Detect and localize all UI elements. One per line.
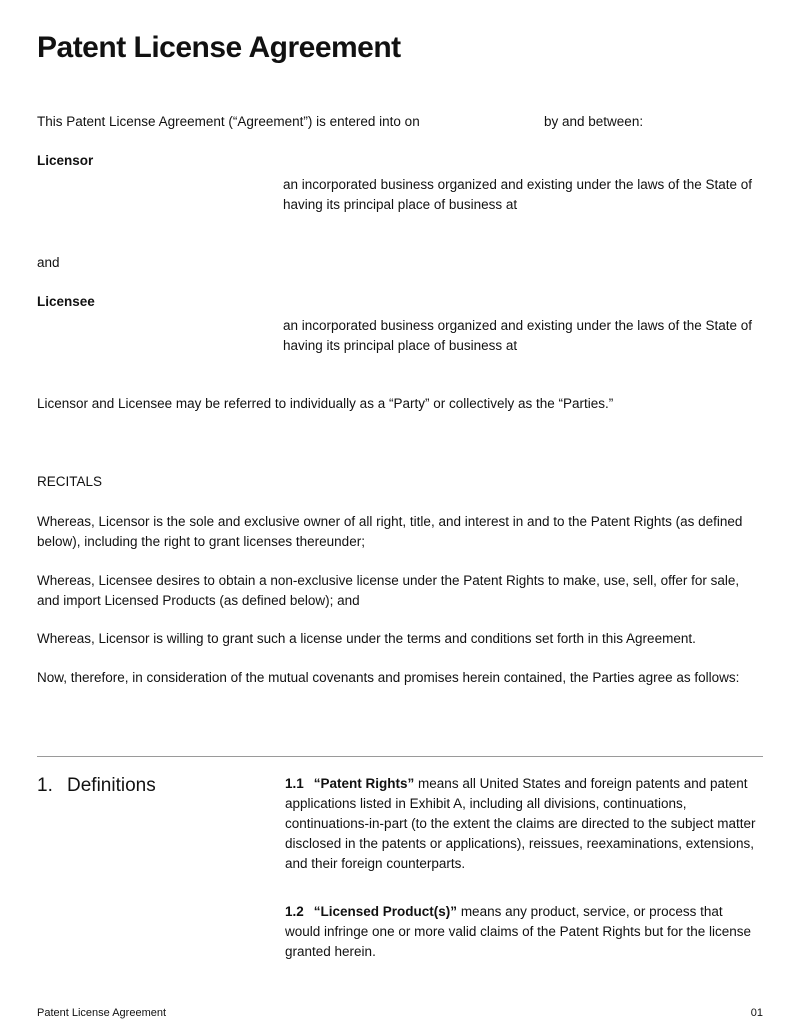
parties-statement: Licensor and Licensee may be referred to individually as a “Party” or collectively as the “Parties.” <box>37 396 614 411</box>
definition-item <box>285 774 760 874</box>
licensor-description-line2: having its principal place of business at <box>283 197 518 212</box>
licensee-description-line1: an incorporated business organized and existing under the laws of the State of <box>283 318 753 333</box>
footer-document-name: Patent License Agreement <box>37 1007 167 1019</box>
licensee-description-line2: having its principal place of business at <box>283 338 518 353</box>
section-number: 1. <box>37 775 53 796</box>
conjunction-and: and <box>37 255 60 270</box>
licensee-label: Licensee <box>37 294 95 309</box>
recital-item: Now, therefore, in consideration of the mutual covenants and promises herein contained, the Parties agree as follows: <box>37 670 740 685</box>
definition-item <box>285 902 760 962</box>
licensee-description <box>283 316 763 356</box>
page-title: Patent License Agreement <box>37 31 401 64</box>
licensor-label: Licensor <box>37 153 94 168</box>
definition-text: means all United States and foreign patents and patent applications listed in Exhibit A, including all divisions, continuations, continuations-in-part (to the extent the claims are directed to the subject matter disclosed in the patents or applications), reissues, reexaminations, extensions, and their foreign counterparts. <box>285 776 756 871</box>
definition-number: 1.2 <box>285 904 304 919</box>
footer-page-number: 01 <box>750 1007 763 1019</box>
section-title: Definitions <box>67 775 156 796</box>
recital-item: Whereas, Licensor is the sole and exclusive owner of all right, title, and interest in and to the Patent Rights (as defined below), including the right to grant licenses thereunder; <box>37 514 743 549</box>
intro-preamble: This Patent License Agreement (“Agreement”) is entered into on <box>37 114 420 129</box>
definition-term: “Licensed Product(s)” <box>313 904 458 919</box>
licensor-description-line1: an incorporated business organized and existing under the laws of the State of <box>283 177 753 192</box>
licensor-description <box>283 175 763 215</box>
definition-number: 1.1 <box>285 776 304 791</box>
recital-item: Whereas, Licensor is willing to grant such a license under the terms and conditions set forth in this Agreement. <box>37 631 696 646</box>
definition-text: means any product, service, or process that would infringe one or more valid claims of the Patent Rights but for the license granted herein. <box>285 904 751 959</box>
definition-term: “Patent Rights” <box>313 776 415 791</box>
recital-item: Whereas, Licensee desires to obtain a non-exclusive license under the Patent Rights to make, use, sell, offer for sale, and import Licensed Products (as defined below); and <box>37 573 740 608</box>
intro-between: by and between: <box>544 114 644 129</box>
recitals-heading: RECITALS <box>37 474 103 489</box>
section-divider <box>37 756 763 757</box>
